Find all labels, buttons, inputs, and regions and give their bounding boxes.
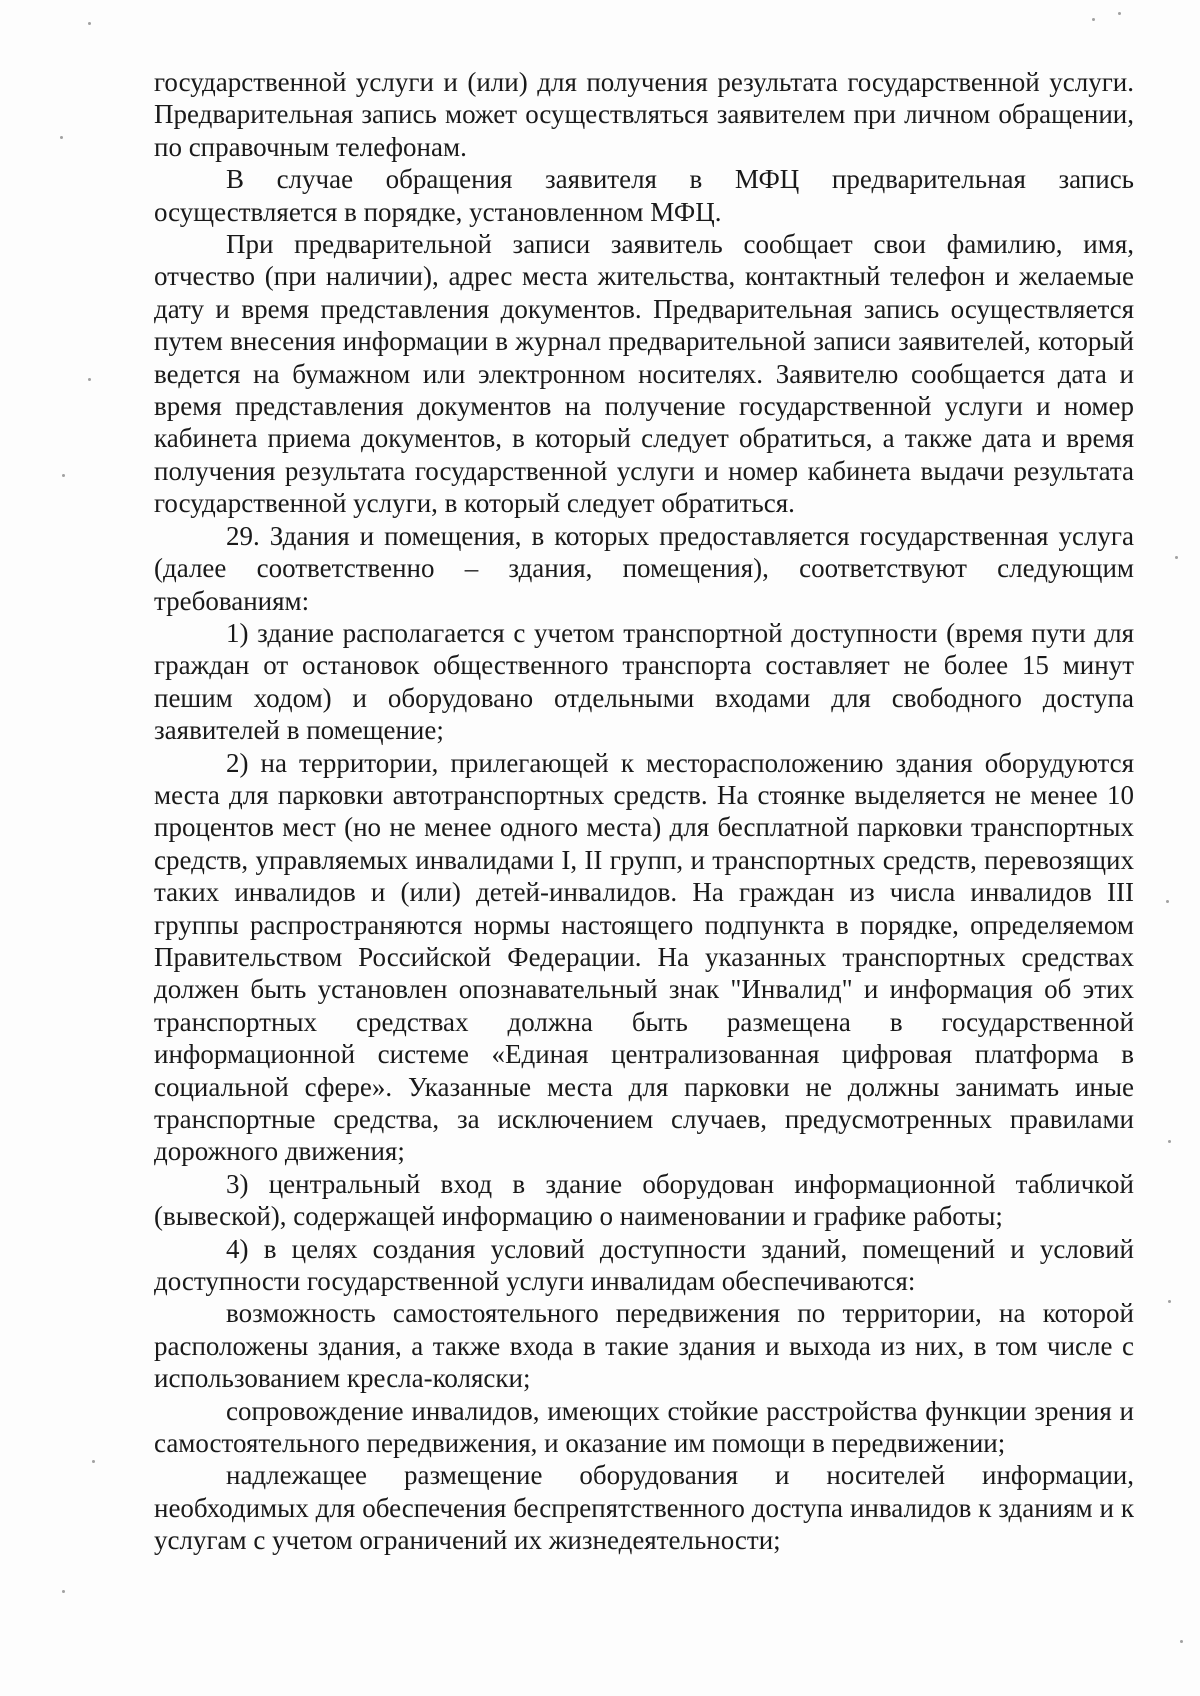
scan-speck <box>1180 1640 1183 1643</box>
scan-speck <box>60 136 63 139</box>
scan-speck <box>1118 12 1121 15</box>
scan-speck <box>1168 1300 1171 1303</box>
paragraph-continuation: государственной услуги и (или) для получения результата государственной услуги. Предварительная запись может осуществляться заявителем при личном обращении, по справочным телефонам. <box>154 67 1134 162</box>
document-body <box>154 66 1134 1557</box>
scan-speck <box>1175 556 1178 559</box>
paragraph-mfc-appointment: В случае обращения заявителя в МФЦ предварительная запись осуществляется в порядке, установленном МФЦ. <box>154 164 1134 227</box>
paragraph-subitem-4: 4) в целях создания условий доступности зданий, помещений и условий доступности государственной услуги инвалидам обеспечиваются: <box>154 1233 1134 1297</box>
paragraph-independent-movement: возможность самостоятельного передвижения по территории, на которой расположены здания, а также входа в такие здания и выхода из них, в том числе с использованием кресла-коляски; <box>154 1298 1134 1394</box>
scan-speck <box>88 22 91 25</box>
paragraph-equipment-placement: надлежащее размещение оборудования и носителей информации, необходимых для обеспечения беспрепятственного доступа инвалидов к зданиям и к услугам с учетом ограничений их жизнедеятельности; <box>154 1460 1134 1556</box>
paragraph-escort: сопровождение инвалидов, имеющих стойкие расстройства функции зрения и самостоятельного передвижения, и оказание им помощи в передвижении; <box>154 1395 1134 1459</box>
scan-speck <box>62 1590 65 1593</box>
scan-speck <box>92 1460 95 1463</box>
paragraph-item-29: 29. Здания и помещения, в которых предоставляется государственная услуга (далее соответственно – здания, помещения), соответствуют следующим требованиям: <box>154 520 1134 616</box>
paragraph-preliminary-record: При предварительной записи заявитель сообщает свои фамилию, имя, отчество (при наличии), адрес места жительства, контактный телефон и желаемые дату и время представления документов. Предварительная запись осуществляется путем внесения информации в журнал предварительной записи заявителей, который ведется на бумажном или электронном носителях. Заявителю сообщается дата и время представления документов на получение государственной услуги и номер кабинета приема документов, в который следует обратиться, а также дата и время получения результата государственной услуги и номер кабинета выдачи результата государственной услуги, в который следует обратиться. <box>154 229 1134 519</box>
scan-speck <box>62 474 65 477</box>
paragraph-subitem-1: 1) здание располагается с учетом транспортной доступности (время пути для граждан от остановок общественного транспорта составляет не более 15 минут пешим ходом) и оборудовано отдельными входами для свободного доступа заявителей в помещение; <box>154 617 1134 746</box>
scan-speck <box>1166 900 1169 903</box>
scan-speck <box>88 378 91 381</box>
scan-speck <box>1092 18 1095 21</box>
paragraph-subitem-3: 3) центральный вход в здание оборудован информационной табличкой (вывеской), содержащей информацию о наименовании и графике работы; <box>154 1168 1134 1232</box>
scan-speck <box>1168 1140 1171 1143</box>
paragraph-subitem-2: 2) на территории, прилегающей к месторасположению здания оборудуются места для парковки автотранспортных средств. На стоянке выделяется не менее 10 процентов мест (но не менее одного места) для бесплатной парковки транспортных средств, управляемых инвалидами I, II групп, и транспортных средств, перевозящих таких инвалидов и (или) детей-инвалидов. На граждан из числа инвалидов III группы распространяются нормы настоящего подпункта в порядке, определяемом Правительством Российской Федерации. На указанных транспортных средствах должен быть установлен опознавательный знак "Инвалид" и информация об этих транспортных средствах должна быть размещена в государственной информационной системе «Единая централизованная цифровая платформа в социальной сфере». Указанные места для парковки не должны занимать иные транспортные средства, за исключением случаев, предусмотренных правилами дорожного движения; <box>154 747 1134 1167</box>
